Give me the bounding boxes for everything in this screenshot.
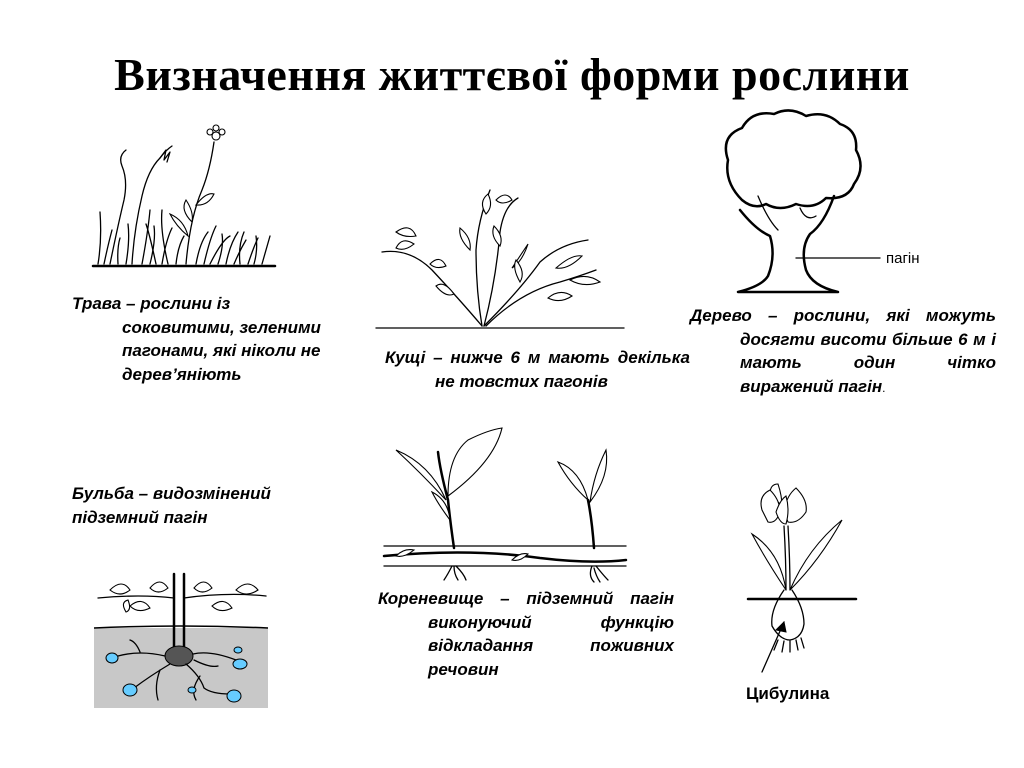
- tree-description-text: Дерево – рослини, які можуть досягти висоти більше 6 м і мають один чітко виражений пагін: [690, 306, 996, 396]
- tuber-illustration: [94, 574, 268, 708]
- shoot-label: пагін: [886, 250, 920, 267]
- tree-description: [690, 304, 996, 400]
- bulb-illustration: [748, 484, 856, 672]
- bush-description: Кущі – нижче 6 м мають декілька не товстих пагонів: [385, 348, 690, 391]
- bush-illustration: [376, 190, 624, 328]
- tree-description-dot: .: [882, 380, 886, 395]
- page-title: Визначення життєвої форми рослини: [114, 49, 910, 100]
- grass-illustration: [93, 125, 275, 266]
- grass-description: Трава – рослини із соковитими, зеленими пагонами, які ніколи не дерев’яніють: [72, 294, 321, 384]
- rhizome-illustration: [384, 428, 626, 582]
- tuber-description: Бульба – видозмінений підземний пагін: [72, 484, 271, 527]
- tree-illustration: [726, 110, 880, 292]
- rhizome-description: Кореневище – підземний пагін виконуючий функцію відкладання поживних речовин: [378, 589, 674, 679]
- bulb-caption: Цибулина: [746, 684, 830, 703]
